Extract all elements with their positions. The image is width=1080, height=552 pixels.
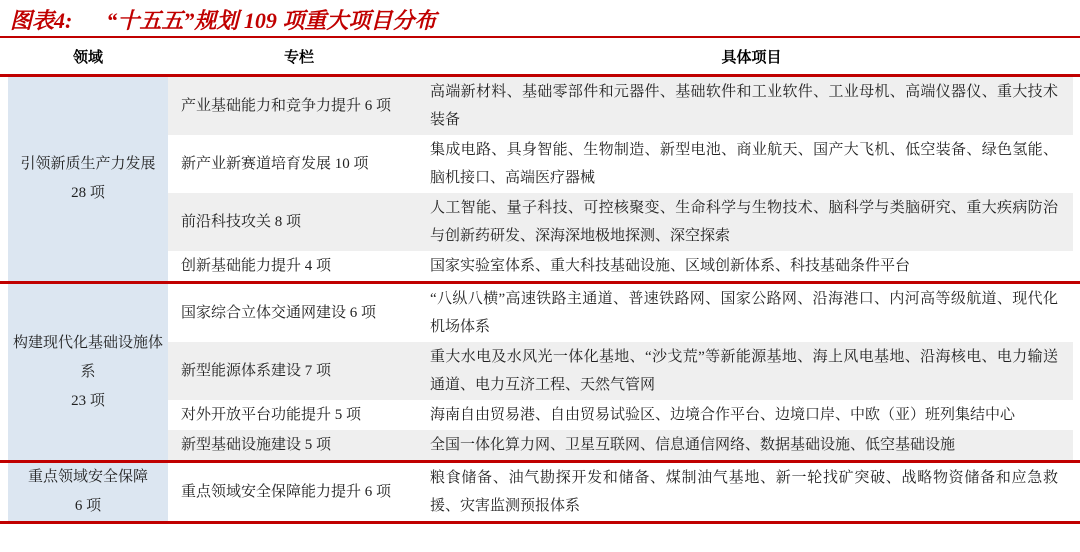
column-cell: 重点领域安全保障能力提升 6 项	[181, 484, 392, 500]
projects-cell	[430, 430, 1060, 460]
projects-cell	[430, 251, 1060, 281]
header-column: 专栏	[283, 49, 314, 66]
area-name: 重点领域安全保障	[27, 469, 148, 485]
projects-text: 集成电路、具身智能、生物制造、新型电池、商业航天、国产大飞机、低空装备、绿色氢能、脑机接口、高端医疗器械	[430, 142, 1058, 186]
area-count: 23 项	[71, 392, 105, 409]
exhibit-title-bar	[0, 0, 1080, 36]
table-row	[168, 284, 1073, 342]
table-row	[168, 430, 1073, 460]
table-group-security-safeguard	[8, 463, 1073, 521]
table-row	[168, 342, 1073, 400]
projects-text: 海南自由贸易港、自由贸易试验区、边境合作平台、边境口岸、中欧（亚）班列集结中心	[430, 407, 1016, 423]
area-count: 28 项	[71, 185, 105, 201]
area-name: 构建现代化基础设施体系	[12, 334, 163, 380]
projects-cell	[430, 284, 1060, 342]
exhibit-title: “十五五”规划 109 项重大项目分布	[106, 7, 437, 33]
projects-cell	[430, 135, 1060, 193]
column-cell: 创新基础能力提升 4 项	[181, 258, 332, 274]
area-count: 6 项	[74, 498, 102, 514]
projects-cell	[430, 463, 1060, 521]
table-row	[168, 400, 1073, 430]
table-row	[168, 463, 1073, 521]
table-row	[168, 135, 1073, 193]
header-area: 领域	[72, 49, 103, 66]
projects-text: “八纵八横”高速铁路主通道、普速铁路网、国家公路网、沿海港口、内河高等级航道、现代化机场体系	[430, 291, 1058, 335]
exhibit-number: 图表4:	[10, 7, 73, 33]
group-rows	[168, 77, 1073, 281]
column-cell: 国家综合立体交通网建设 6 项	[181, 305, 377, 321]
column-cell: 对外开放平台功能提升 5 项	[181, 407, 362, 423]
table-row	[168, 77, 1073, 135]
table-bottom-border	[0, 521, 1080, 524]
table-row	[168, 193, 1073, 251]
projects-text: 重大水电及水风光一体化基地、“沙戈荒”等新能源基地、海上风电基地、沿海核电、电力输送通道、电力互济工程、天然气管网	[430, 349, 1058, 393]
group-rows	[168, 463, 1073, 521]
area-cell	[8, 284, 168, 460]
table-group-new-productive-forces	[8, 77, 1073, 281]
projects-text: 国家实验室体系、重大科技基础设施、区域创新体系、科技基础条件平台	[430, 258, 911, 274]
group-rows	[168, 284, 1073, 460]
projects-text: 粮食储备、油气勘探开发和储备、煤制油气基地、新一轮找矿突破、战略物资储备和应急救援、灾害监测预报体系	[430, 470, 1058, 514]
header-projects: 具体项目	[721, 49, 782, 66]
table-row	[168, 251, 1073, 281]
column-cell: 新产业新赛道培育发展 10 项	[181, 156, 369, 172]
projects-cell	[430, 193, 1060, 251]
projects-cell	[430, 342, 1060, 400]
column-cell: 产业基础能力和竞争力提升 6 项	[181, 98, 392, 114]
column-cell: 新型能源体系建设 7 项	[181, 363, 332, 379]
projects-text: 高端新材料、基础零部件和元器件、基础软件和工业软件、工业母机、高端仪器仪、重大技术装备	[430, 84, 1058, 128]
projects-text: 全国一体化算力网、卫星互联网、信息通信网络、数据基础设施、低空基础设施	[430, 437, 956, 453]
area-name: 引领新质生产力发展	[20, 156, 156, 172]
column-cell: 新型基础设施建设 5 项	[181, 437, 332, 453]
table-group-modern-infrastructure	[8, 284, 1073, 460]
projects-text: 人工智能、量子科技、可控核聚变、生命科学与生物技术、脑科学与类脑研究、重大疾病防治与创新药研发、深海深地极地探测、深空探索	[430, 200, 1058, 244]
area-cell	[8, 77, 168, 281]
projects-cell	[430, 400, 1060, 430]
area-cell	[8, 463, 168, 521]
table-header-row	[0, 38, 1073, 74]
column-cell: 前沿科技攻关 8 项	[181, 214, 302, 230]
projects-cell	[430, 77, 1060, 135]
